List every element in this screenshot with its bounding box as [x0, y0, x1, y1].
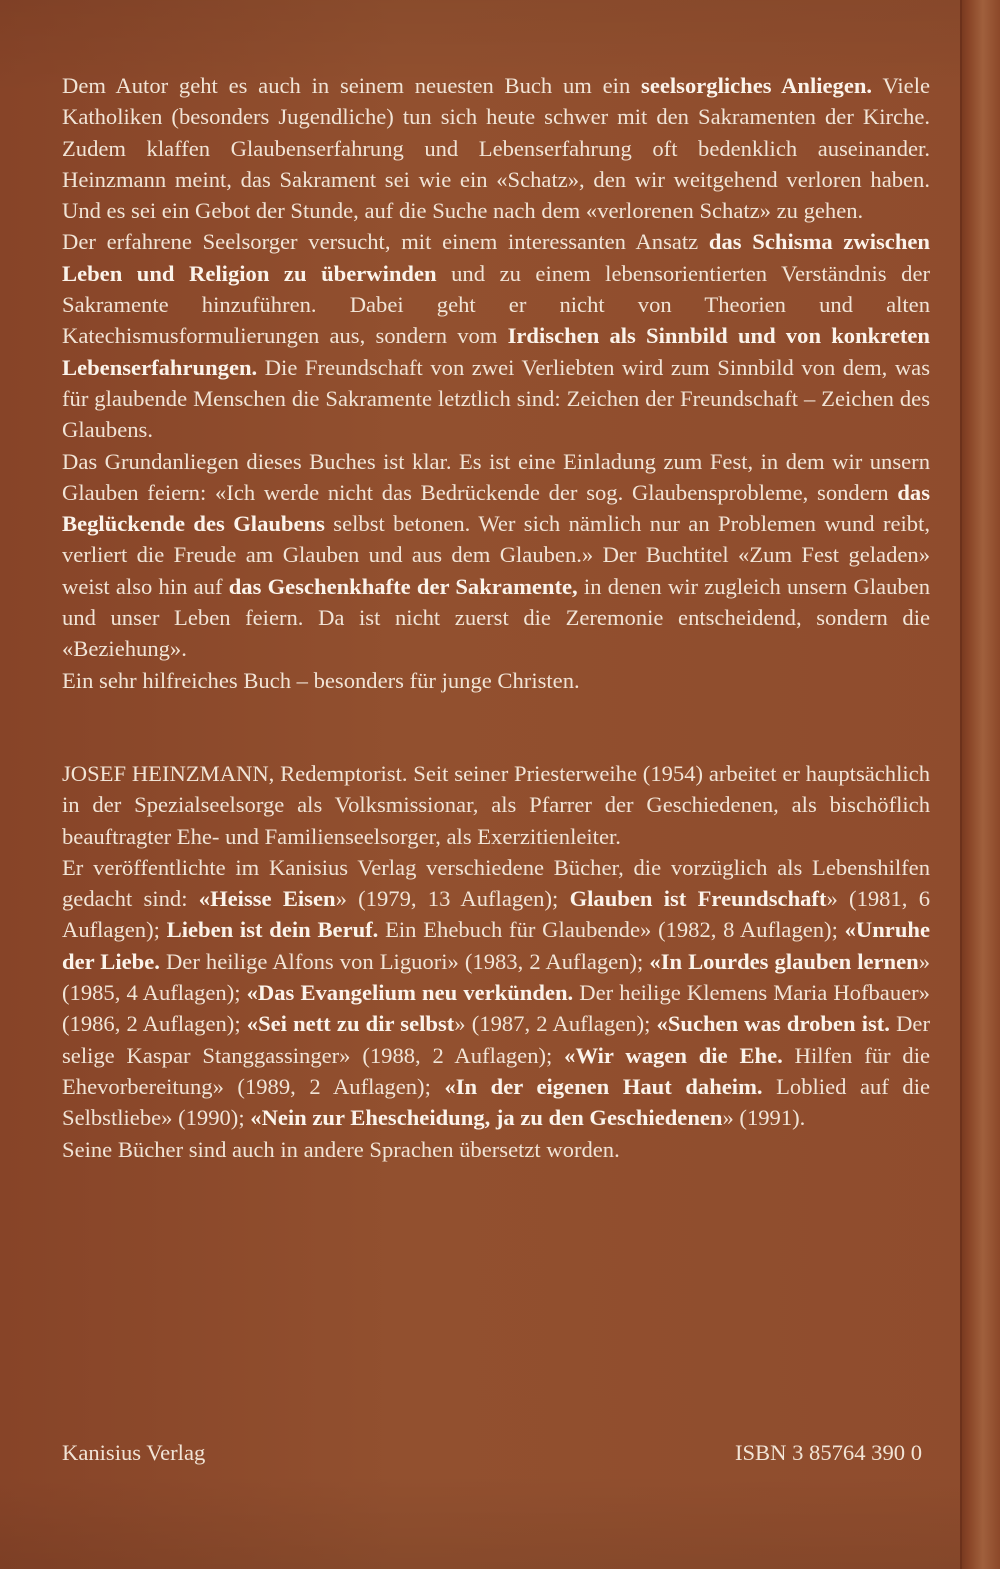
author-bio: JOSEF HEINZMANN, Redemptorist. Seit seiner Priesterweihe (1954) arbeitet er hauptsächlich in der Spezialseelsorge als Volksmissionar, als Pfarrer der Geschiedenen, als bischöflich beauftragter Ehe- und Familienseelsorger, als Exerzitienleiter.: [62, 760, 930, 849]
cover-edge: [960, 0, 1000, 1569]
blurb-paragraph-3: Das Grundanliegen dieses Buches ist klar. Es ist eine Einladung zum Fest, in dem wir unsern Glauben feiern: «Ich werde nicht das Bedrückende der sog. Glaubensprobleme, sondern das Beglückende des Glaubens selbst betonen. Wer sich nämlich nur an Problemen wund reibt, verliert die Freude am Glauben und aus dem Glauben.» Der Buchtitel «Zum Fest geladen» weist also hin auf das Geschenkhafte der Sakramente, in denen wir zugleich unsern Glauben und unser Leben feiern. Da ist nicht zuerst die Zeremonie entscheidend, sondern die «Beziehung».: [62, 448, 930, 662]
blurb-paragraph-2: Der erfahrene Seelsorger versucht, mit einem interessanten Ansatz das Schisma zwischen Leben und Religion zu überwinden und zu einem lebensorientierten Verständnis der Sakramente hinzuführen. Dabei geht er nicht von Theorien und alten Katechismusformulierungen aus, sondern vom Irdischen als Sinnbild und von konkreten Lebenserfahrungen. Die Freundschaft von zwei Verliebten wird zum Sinnbild von dem, was für glaubende Menschen die Sakramente letztlich sind: Zeichen der Freundschaft – Zeichen des Glaubens.: [62, 229, 931, 443]
cover-footer: [62, 1437, 922, 1468]
author-books: Er veröffentlichte im Kanisius Verlag verschiedene Bücher, die vorzüglich als Lebenshilfen gedacht sind: «Heisse Eisen» (1979, 13 Auflagen); Glauben ist Freundschaft» (1981, 6 Auflagen); Lieben ist dein Beruf. Ein Ehebuch für Glaubende» (1982, 8 Auflagen); «Unruhe der Liebe. Der heilige Alfons von Liguori» (1983, 2 Auflagen); «In Lourdes glauben lernen» (1985, 4 Auflagen); «Das Evangelium neu verkünden. Der heilige Klemens Maria Hofbauer» (1986, 2 Auflagen); «Sei nett zu dir selbst» (1987, 2 Auflagen); «Suchen was droben ist. Der selige Kaspar Stanggassinger» (1988, 2 Auflagen); «Wir wagen die Ehe. Hilfen für die Ehevorbereitung» (1989, 2 Auflagen); «In der eigenen Haut daheim. Loblied auf die Selbstliebe» (1990); «Nein zur Ehescheidung, ja zu den Geschiedenen» (1991).: [62, 854, 931, 1131]
blurb-paragraph-4: Ein sehr hilfreiches Buch – besonders für junge Christen.: [62, 667, 580, 693]
isbn: ISBN 3 85764 390 0: [734, 1440, 922, 1465]
publisher-name: Kanisius Verlag: [62, 1440, 206, 1465]
author-translations: Seine Bücher sind auch in andere Sprachen übersetzt worden.: [62, 1136, 620, 1162]
blurb-paragraph-1: Dem Autor geht es auch in seinem neuesten Buch um ein seelsorgliches Anliegen. Viele Katholiken (besonders Jugendliche) tun sich heute schwer mit den Sakramenten der Kirche. Zudem klaffen Glaubenserfahrung und Lebenserfahrung oft bedenklich auseinander. Heinzmann meint, das Sakrament sei wie ein «Schatz», den wir weitgehend verloren haben. Und es sei ein Gebot der Stunde, auf die Suche nach dem «verlorenen Schatz» zu gehen.: [62, 73, 931, 224]
blurb-text: [62, 70, 930, 1165]
